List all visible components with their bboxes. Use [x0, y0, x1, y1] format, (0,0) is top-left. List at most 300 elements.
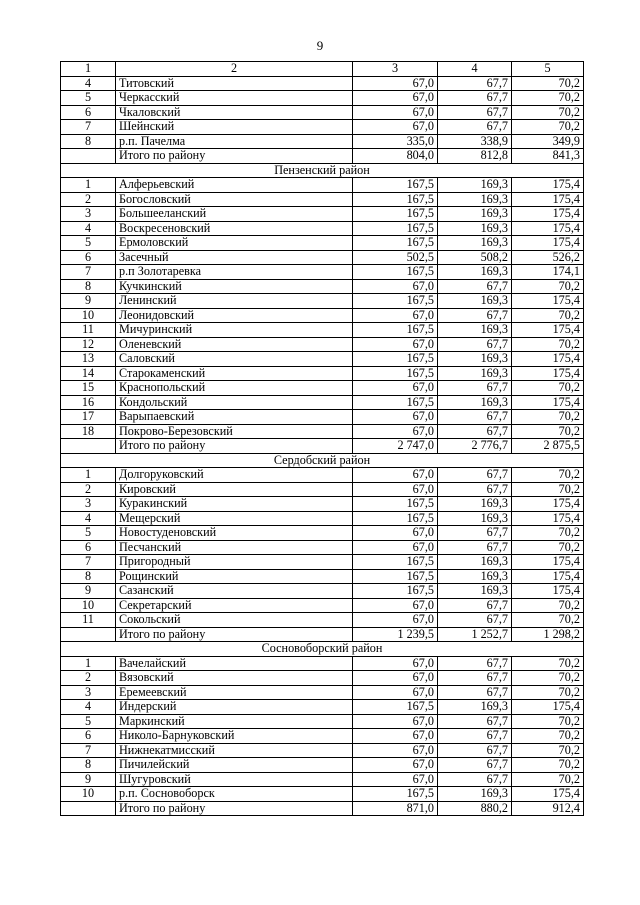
settlement-name: Долгоруковский: [116, 468, 353, 483]
row-number: 7: [61, 555, 116, 570]
table-row: [61, 207, 584, 222]
settlement-name: Кондольский: [116, 395, 353, 410]
value-col-5: 175,4: [512, 236, 584, 251]
value-col-4: 169,3: [438, 569, 512, 584]
empty-cell: [61, 627, 116, 642]
value-col-5: 70,2: [512, 337, 584, 352]
value-col-4: 67,7: [438, 714, 512, 729]
settlement-name: Кировский: [116, 482, 353, 497]
row-number: 3: [61, 685, 116, 700]
row-number: 12: [61, 337, 116, 352]
value-col-4: 169,3: [438, 352, 512, 367]
row-number: 8: [61, 758, 116, 773]
value-col-5: 175,4: [512, 569, 584, 584]
value-col-5: 70,2: [512, 91, 584, 106]
value-col-5: 70,2: [512, 772, 584, 787]
row-number: 9: [61, 294, 116, 309]
value-col-4: 67,7: [438, 758, 512, 773]
value-col-4: 169,3: [438, 192, 512, 207]
value-col-3: 67,0: [353, 337, 438, 352]
value-col-5: 70,2: [512, 526, 584, 541]
settlement-name: Старокаменский: [116, 366, 353, 381]
table-row: [61, 410, 584, 425]
value-col-3: 167,5: [353, 511, 438, 526]
value-col-4: 169,3: [438, 236, 512, 251]
value-col-3: 67,0: [353, 482, 438, 497]
value-col-3: 67,0: [353, 279, 438, 294]
value-col-3: 167,5: [353, 236, 438, 251]
value-col-5: 526,2: [512, 250, 584, 265]
district-total-row: [61, 439, 584, 454]
row-number: 9: [61, 772, 116, 787]
row-number: 1: [61, 178, 116, 193]
value-col-4: 169,3: [438, 395, 512, 410]
row-number: 18: [61, 424, 116, 439]
table-row: [61, 265, 584, 280]
header-cell-3: 3: [353, 62, 438, 77]
row-number: 6: [61, 250, 116, 265]
value-col-3: 67,0: [353, 772, 438, 787]
total-label: Итого по району: [116, 439, 353, 454]
table-row: [61, 526, 584, 541]
value-col-3: 167,5: [353, 221, 438, 236]
table-row: [61, 497, 584, 512]
settlement-name: Маркинский: [116, 714, 353, 729]
total-col-4: 1 252,7: [438, 627, 512, 642]
table-row: [61, 685, 584, 700]
district-heading: Пензенский район: [61, 163, 584, 178]
value-col-5: 175,4: [512, 192, 584, 207]
table-row: [61, 76, 584, 91]
value-col-4: 67,7: [438, 656, 512, 671]
value-col-5: 174,1: [512, 265, 584, 280]
header-cell-2: 2: [116, 62, 353, 77]
value-col-4: 169,3: [438, 700, 512, 715]
settlement-name: Кучкинский: [116, 279, 353, 294]
value-col-5: 175,4: [512, 178, 584, 193]
settlement-name: Засечный: [116, 250, 353, 265]
settlement-name: Покрово-Березовский: [116, 424, 353, 439]
row-number: 2: [61, 671, 116, 686]
value-col-3: 167,5: [353, 584, 438, 599]
settlement-name: Чкаловский: [116, 105, 353, 120]
table-row: [61, 294, 584, 309]
table-row: [61, 236, 584, 251]
value-col-3: 167,5: [353, 207, 438, 222]
value-col-5: 70,2: [512, 729, 584, 744]
value-col-4: 169,3: [438, 366, 512, 381]
value-col-5: 70,2: [512, 482, 584, 497]
value-col-5: 70,2: [512, 381, 584, 396]
value-col-3: 67,0: [353, 120, 438, 135]
total-col-5: 2 875,5: [512, 439, 584, 454]
settlement-name: Нижнекатмисский: [116, 743, 353, 758]
value-col-5: 70,2: [512, 424, 584, 439]
row-number: 2: [61, 482, 116, 497]
settlement-name: Оленевский: [116, 337, 353, 352]
settlement-name: р.п Золотаревка: [116, 265, 353, 280]
total-col-5: 841,3: [512, 149, 584, 164]
value-col-3: 167,5: [353, 395, 438, 410]
value-col-4: 67,7: [438, 308, 512, 323]
value-col-3: 67,0: [353, 758, 438, 773]
value-col-3: 67,0: [353, 105, 438, 120]
row-number: 4: [61, 221, 116, 236]
row-number: 4: [61, 76, 116, 91]
settlement-name: Шейнский: [116, 120, 353, 135]
settlement-name: Секретарский: [116, 598, 353, 613]
settlement-name: Варыпаевский: [116, 410, 353, 425]
value-col-4: 67,7: [438, 410, 512, 425]
total-col-5: 912,4: [512, 801, 584, 816]
table-row: [61, 540, 584, 555]
table-row: [61, 192, 584, 207]
value-col-3: 167,5: [353, 265, 438, 280]
settlement-name: Черкасский: [116, 91, 353, 106]
row-number: 7: [61, 265, 116, 280]
value-col-4: 67,7: [438, 424, 512, 439]
value-col-4: 67,7: [438, 613, 512, 628]
row-number: 17: [61, 410, 116, 425]
row-number: 6: [61, 729, 116, 744]
value-col-3: 67,0: [353, 91, 438, 106]
value-col-3: 67,0: [353, 671, 438, 686]
value-col-4: 67,7: [438, 105, 512, 120]
total-col-3: 2 747,0: [353, 439, 438, 454]
value-col-3: 67,0: [353, 598, 438, 613]
value-col-3: 67,0: [353, 424, 438, 439]
value-col-5: 175,4: [512, 584, 584, 599]
header-row: [61, 62, 584, 77]
row-number: 4: [61, 511, 116, 526]
row-number: 10: [61, 787, 116, 802]
value-col-5: 70,2: [512, 76, 584, 91]
table-row: [61, 381, 584, 396]
value-col-3: 167,5: [353, 178, 438, 193]
value-col-5: 70,2: [512, 758, 584, 773]
value-col-3: 167,5: [353, 569, 438, 584]
value-col-4: 67,7: [438, 772, 512, 787]
total-label: Итого по району: [116, 149, 353, 164]
settlement-name: Куракинский: [116, 497, 353, 512]
settlement-name: Краснопольский: [116, 381, 353, 396]
value-col-3: 67,0: [353, 540, 438, 555]
value-col-5: 175,4: [512, 497, 584, 512]
value-col-3: 67,0: [353, 468, 438, 483]
value-col-4: 169,3: [438, 555, 512, 570]
row-number: 5: [61, 526, 116, 541]
settlement-name: Рощинский: [116, 569, 353, 584]
value-col-5: 70,2: [512, 656, 584, 671]
settlement-name: Титовский: [116, 76, 353, 91]
district-total-row: [61, 627, 584, 642]
settlement-name: Пригородный: [116, 555, 353, 570]
value-col-5: 70,2: [512, 105, 584, 120]
table-row: [61, 758, 584, 773]
empty-cell: [61, 439, 116, 454]
table-row: [61, 366, 584, 381]
row-number: 1: [61, 656, 116, 671]
district-heading: Сердобский район: [61, 453, 584, 468]
value-col-5: 175,4: [512, 700, 584, 715]
value-col-4: 67,7: [438, 279, 512, 294]
row-number: 9: [61, 584, 116, 599]
settlement-name: Леонидовский: [116, 308, 353, 323]
total-col-4: 812,8: [438, 149, 512, 164]
value-col-4: 67,7: [438, 76, 512, 91]
row-number: 4: [61, 700, 116, 715]
value-col-5: 349,9: [512, 134, 584, 149]
value-col-4: 67,7: [438, 729, 512, 744]
row-number: 13: [61, 352, 116, 367]
value-col-5: 175,4: [512, 207, 584, 222]
row-number: 16: [61, 395, 116, 410]
table-row: [61, 569, 584, 584]
settlement-name: Алферьевский: [116, 178, 353, 193]
value-col-3: 67,0: [353, 410, 438, 425]
total-col-3: 804,0: [353, 149, 438, 164]
value-col-5: 70,2: [512, 468, 584, 483]
settlement-name: Ленинский: [116, 294, 353, 309]
table-row: [61, 395, 584, 410]
table-row: [61, 468, 584, 483]
row-number: 10: [61, 308, 116, 323]
table-row: [61, 714, 584, 729]
settlement-name: Большееланский: [116, 207, 353, 222]
value-col-3: 67,0: [353, 526, 438, 541]
value-col-3: 67,0: [353, 76, 438, 91]
table-row: [61, 120, 584, 135]
settlement-name: Песчанский: [116, 540, 353, 555]
value-col-4: 67,7: [438, 540, 512, 555]
table-row: [61, 424, 584, 439]
row-number: 5: [61, 714, 116, 729]
value-col-3: 167,5: [353, 352, 438, 367]
row-number: 7: [61, 120, 116, 135]
empty-cell: [61, 149, 116, 164]
settlement-name: Вачелайский: [116, 656, 353, 671]
value-col-4: 169,3: [438, 787, 512, 802]
settlement-name: Сокольский: [116, 613, 353, 628]
table-row: [61, 279, 584, 294]
value-col-4: 169,3: [438, 584, 512, 599]
row-number: 2: [61, 192, 116, 207]
district-heading-row: [61, 163, 584, 178]
table-row: [61, 598, 584, 613]
value-col-4: 67,7: [438, 482, 512, 497]
table-row: [61, 743, 584, 758]
district-heading-row: [61, 642, 584, 657]
value-col-4: 67,7: [438, 91, 512, 106]
value-col-5: 175,4: [512, 323, 584, 338]
row-number: 11: [61, 613, 116, 628]
total-label: Итого по району: [116, 801, 353, 816]
row-number: 8: [61, 134, 116, 149]
row-number: 6: [61, 540, 116, 555]
row-number: 5: [61, 91, 116, 106]
value-col-3: 502,5: [353, 250, 438, 265]
value-col-4: 67,7: [438, 526, 512, 541]
district-total-row: [61, 801, 584, 816]
settlement-name: Шугуровский: [116, 772, 353, 787]
row-number: 7: [61, 743, 116, 758]
row-number: 3: [61, 207, 116, 222]
value-col-3: 167,5: [353, 787, 438, 802]
table-row: [61, 482, 584, 497]
value-col-3: 167,5: [353, 555, 438, 570]
row-number: 8: [61, 279, 116, 294]
settlement-name: Индерский: [116, 700, 353, 715]
total-col-3: 871,0: [353, 801, 438, 816]
total-col-5: 1 298,2: [512, 627, 584, 642]
settlement-name: Мещерский: [116, 511, 353, 526]
row-number: 8: [61, 569, 116, 584]
table-row: [61, 656, 584, 671]
table-row: [61, 772, 584, 787]
table-row: [61, 250, 584, 265]
value-col-3: 167,5: [353, 366, 438, 381]
table-row: [61, 134, 584, 149]
value-col-5: 70,2: [512, 671, 584, 686]
table-row: [61, 584, 584, 599]
value-col-5: 70,2: [512, 279, 584, 294]
value-col-3: 67,0: [353, 685, 438, 700]
value-col-3: 167,5: [353, 192, 438, 207]
table-row: [61, 671, 584, 686]
value-col-4: 169,3: [438, 294, 512, 309]
settlement-name: Новостуденовский: [116, 526, 353, 541]
settlement-name: Богословский: [116, 192, 353, 207]
value-col-5: 70,2: [512, 410, 584, 425]
settlement-name: Саловский: [116, 352, 353, 367]
allocation-table: [60, 61, 584, 816]
table-row: [61, 700, 584, 715]
table-row: [61, 308, 584, 323]
value-col-5: 175,4: [512, 352, 584, 367]
value-col-4: 169,3: [438, 511, 512, 526]
settlement-name: Ермоловский: [116, 236, 353, 251]
value-col-3: 167,5: [353, 700, 438, 715]
total-col-4: 2 776,7: [438, 439, 512, 454]
district-heading: Сосновоборский район: [61, 642, 584, 657]
district-heading-row: [61, 453, 584, 468]
value-col-3: 67,0: [353, 381, 438, 396]
row-number: 1: [61, 468, 116, 483]
value-col-4: 169,3: [438, 178, 512, 193]
value-col-5: 175,4: [512, 555, 584, 570]
settlement-name: р.п. Пачелма: [116, 134, 353, 149]
page-number: 9: [316, 38, 324, 53]
settlement-name: Еремеевский: [116, 685, 353, 700]
value-col-4: 67,7: [438, 381, 512, 396]
value-col-4: 67,7: [438, 671, 512, 686]
value-col-3: 67,0: [353, 743, 438, 758]
table-row: [61, 323, 584, 338]
value-col-4: 67,7: [438, 337, 512, 352]
row-number: 10: [61, 598, 116, 613]
value-col-5: 175,4: [512, 221, 584, 236]
empty-cell: [61, 801, 116, 816]
value-col-3: 67,0: [353, 613, 438, 628]
row-number: 6: [61, 105, 116, 120]
row-number: 3: [61, 497, 116, 512]
value-col-4: 169,3: [438, 265, 512, 280]
value-col-5: 175,4: [512, 395, 584, 410]
total-col-4: 880,2: [438, 801, 512, 816]
settlement-name: Николо-Барнуковский: [116, 729, 353, 744]
value-col-3: 67,0: [353, 308, 438, 323]
value-col-4: 338,9: [438, 134, 512, 149]
value-col-5: 70,2: [512, 714, 584, 729]
header-cell-4: 4: [438, 62, 512, 77]
value-col-3: 167,5: [353, 294, 438, 309]
table-row: [61, 787, 584, 802]
row-number: 15: [61, 381, 116, 396]
header-cell-5: 5: [512, 62, 584, 77]
table-row: [61, 352, 584, 367]
row-number: 11: [61, 323, 116, 338]
total-label: Итого по району: [116, 627, 353, 642]
table-row: [61, 511, 584, 526]
settlement-name: Сазанский: [116, 584, 353, 599]
value-col-3: 67,0: [353, 714, 438, 729]
header-cell-1: 1: [61, 62, 116, 77]
value-col-5: 175,4: [512, 366, 584, 381]
total-col-3: 1 239,5: [353, 627, 438, 642]
value-col-4: 67,7: [438, 468, 512, 483]
table-row: [61, 105, 584, 120]
settlement-name: Вязовский: [116, 671, 353, 686]
value-col-3: 67,0: [353, 729, 438, 744]
value-col-4: 508,2: [438, 250, 512, 265]
value-col-5: 70,2: [512, 743, 584, 758]
table-row: [61, 729, 584, 744]
value-col-4: 169,3: [438, 323, 512, 338]
table-body: [61, 62, 584, 816]
settlement-name: Мичуринский: [116, 323, 353, 338]
row-number: 14: [61, 366, 116, 381]
value-col-4: 169,3: [438, 221, 512, 236]
value-col-5: 70,2: [512, 685, 584, 700]
table-row: [61, 91, 584, 106]
value-col-5: 175,4: [512, 511, 584, 526]
table-row: [61, 337, 584, 352]
table-row: [61, 178, 584, 193]
table-row: [61, 555, 584, 570]
value-col-4: 67,7: [438, 598, 512, 613]
value-col-4: 169,3: [438, 497, 512, 512]
row-number: 5: [61, 236, 116, 251]
value-col-5: 70,2: [512, 308, 584, 323]
value-col-3: 335,0: [353, 134, 438, 149]
value-col-4: 67,7: [438, 685, 512, 700]
value-col-5: 70,2: [512, 598, 584, 613]
value-col-5: 70,2: [512, 613, 584, 628]
district-total-row: [61, 149, 584, 164]
value-col-4: 169,3: [438, 207, 512, 222]
settlement-name: Воскресеновский: [116, 221, 353, 236]
table-row: [61, 221, 584, 236]
value-col-3: 167,5: [353, 323, 438, 338]
value-col-5: 70,2: [512, 540, 584, 555]
settlement-name: Пичилейский: [116, 758, 353, 773]
table-row: [61, 613, 584, 628]
value-col-3: 67,0: [353, 656, 438, 671]
settlement-name: р.п. Сосновоборск: [116, 787, 353, 802]
value-col-5: 175,4: [512, 787, 584, 802]
value-col-5: 175,4: [512, 294, 584, 309]
value-col-5: 70,2: [512, 120, 584, 135]
